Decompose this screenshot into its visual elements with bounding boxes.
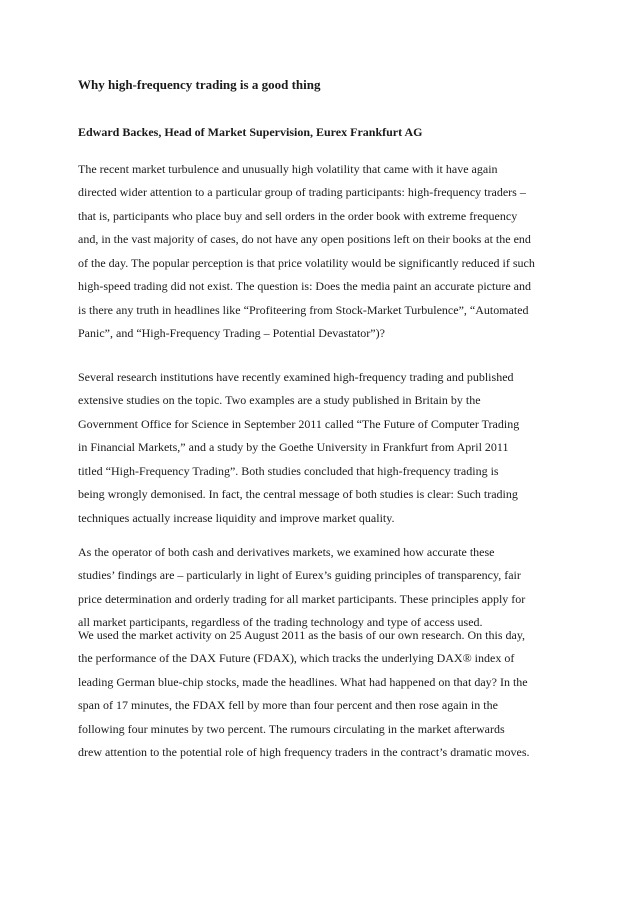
paragraph-line: Several research institutions have recently examined high-frequency trading and published — [78, 370, 514, 384]
paragraph-line: studies’ findings are – particularly in light of Eurex’s guiding principles of transparency, fair — [78, 568, 521, 583]
paragraph-line: techniques actually increase liquidity and improve market quality. — [78, 510, 395, 525]
paragraph-line: the performance of the DAX Future (FDAX), which tracks the underlying DAX® index of — [78, 651, 515, 666]
paragraph-4 — [78, 624, 530, 765]
paragraph-line: directed wider attention to a particular group of trading participants: high-frequency traders – — [78, 185, 526, 200]
paragraph-line: that is, participants who place buy and sell orders in the order book with extreme frequency — [78, 208, 518, 223]
paragraph-line: span of 17 minutes, the FDAX fell by more than four percent and then rose again in the — [78, 698, 498, 713]
paragraph-line: all market participants, regardless of the trading technology and type of access used. — [78, 615, 483, 630]
paragraph-line: following four minutes by two percent. The rumours circulating in the market afterwards — [78, 721, 505, 736]
paragraph-line: in Financial Markets,” and a study by the Goethe University in Frankfurt from April 2011 — [78, 440, 509, 455]
paragraph-line: The recent market turbulence and unusually high volatility that came with it have again — [78, 162, 498, 176]
paragraph-1 — [78, 158, 535, 346]
paragraph-line: titled “High-Frequency Trading”. Both studies concluded that high-frequency trading is — [78, 463, 499, 478]
paragraph-line: We used the market activity on 25 August 2011 as the basis of our own research. On this day, — [78, 628, 526, 642]
paragraph-line: price determination and orderly trading for all market participants. These principles apply for — [78, 591, 526, 606]
author-line: Edward Backes, Head of Market Supervision, Eurex Frankfurt AG — [78, 125, 423, 139]
paragraph-line: and, in the vast majority of cases, do not have any open positions left on their books at the end — [78, 232, 531, 247]
paragraph-line: of the day. The popular perception is that price volatility would be significantly reduced if such — [78, 255, 535, 270]
paragraph-line: Panic”, and “High-Frequency Trading – Potential Devastator”)? — [78, 326, 385, 341]
paragraph-3 — [78, 541, 525, 635]
paragraph-line: being wrongly demonised. In fact, the central message of both studies is clear: Such trading — [78, 487, 518, 502]
paragraph-line: high-speed trading did not exist. The question is: Does the media paint an accurate picture and — [78, 279, 531, 294]
paragraph-line: is there any truth in headlines like “Profiteering from Stock-Market Turbulence”, “Automated — [78, 302, 529, 317]
paragraph-line: drew attention to the potential role of high frequency traders in the contract’s dramatic moves. — [78, 745, 530, 760]
paragraph-line: extensive studies on the topic. Two examples are a study published in Britain by the — [78, 393, 481, 408]
paragraph-line: Government Office for Science in September 2011 called “The Future of Computer Trading — [78, 416, 520, 431]
document-title: Why high-frequency trading is a good thing — [78, 77, 321, 92]
paragraph-line: leading German blue-chip stocks, made the headlines. What had happened on that day? In the — [78, 674, 528, 689]
paragraph-line: As the operator of both cash and derivatives markets, we examined how accurate these — [78, 545, 495, 559]
paragraph-2 — [78, 366, 519, 530]
